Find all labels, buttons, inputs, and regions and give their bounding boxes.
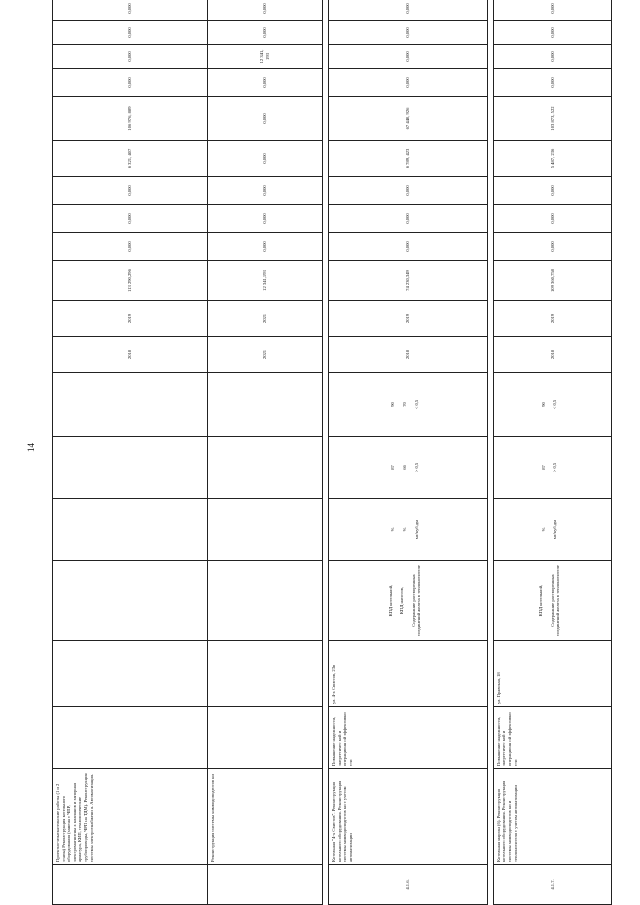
cost-v4-cell: 5 487, 236	[493, 141, 611, 177]
indicator-names-cell-item: КПД насосов,	[399, 586, 405, 615]
start-year-cell: 2021	[207, 337, 322, 373]
indicator-before-cell	[53, 437, 208, 499]
cost-total-cell: 12 341,193	[207, 261, 322, 301]
cost-v9-cell: 0,000	[328, 0, 487, 21]
cost-v7-cell: 12 341, 193	[207, 45, 322, 69]
indicator-units-cell-item: мг/куб.дм	[552, 519, 558, 540]
indicator-before-cell-item: > 0,5	[552, 462, 558, 473]
cost-v9-cell: 0,000	[53, 0, 208, 21]
project-purpose-cell	[207, 707, 322, 769]
cost-v3-cell: 0,000	[493, 177, 611, 205]
indicator-after-cell	[207, 373, 322, 437]
indicator-before-cell	[328, 437, 487, 499]
cost-v1-cell: 0,000	[328, 233, 487, 261]
indicator-after-cell-item: < 0,5	[552, 399, 558, 410]
indicator-before-cell-item: 87	[540, 465, 546, 470]
project-name-cell: Котельная "4-х Свистов". Реконструкция котельного оборудования. Реконструкция системы химводоподготов ки с учетом автоматизации	[328, 769, 487, 865]
table-row	[53, 0, 208, 905]
end-year-cell: 2021	[207, 301, 322, 337]
cost-v8-cell: 0,000	[53, 21, 208, 45]
project-name-cell: Проектно-изыскательские работы (1 и 2 этапы) Реконструкция котельного оборудования (замена с ЧПР, электромагнитны х клапанов и запорная арматура, КИП, технологические трубопроводы, ЧРП на ТДМ). Реконструкция системы электроснабжени я. Автоматизация.	[53, 769, 208, 865]
start-year-cell: 2018	[328, 337, 487, 373]
cost-v9-cell: 0,000	[493, 0, 611, 21]
indicator-after-cell	[493, 373, 611, 437]
cost-v2-cell: 0,000	[493, 205, 611, 233]
project-name-cell: Реконструкция системы химводоподготов ки	[207, 769, 322, 865]
indicator-names-cell	[493, 561, 611, 641]
project-address-cell: ул. Правская, 18	[493, 641, 611, 707]
project-purpose-cell	[53, 707, 208, 769]
cost-v8-cell: 0,000	[207, 21, 322, 45]
indicator-names-cell	[207, 561, 322, 641]
cost-v4-cell: 0,000	[207, 141, 322, 177]
cost-total-cell: 113 290,296	[53, 261, 208, 301]
indicator-after-cell-item: 70	[402, 402, 408, 407]
rotated-table-container	[52, 3, 612, 905]
cost-v3-cell: 0,000	[328, 177, 487, 205]
indicator-before-cell-item: 87	[390, 465, 396, 470]
cost-v2-cell: 0,000	[328, 205, 487, 233]
project-address-cell: ул. 4-х Свистов, 23в	[328, 641, 487, 707]
project-purpose-cell: Повышение надежности, энергетичес кой и операционн ой эффективно сти	[328, 707, 487, 769]
indicator-names-cell	[328, 561, 487, 641]
table-row	[207, 0, 322, 905]
indicator-units-cell-item: мг/куб.дм	[413, 519, 419, 540]
indicator-units-cell	[493, 499, 611, 561]
indicator-units-cell	[207, 499, 322, 561]
end-year-cell: 2019	[493, 301, 611, 337]
end-year-cell: 2019	[53, 301, 208, 337]
cost-v5-cell: 0,000	[207, 97, 322, 141]
indicator-names-cell-item: КПД котельной,	[537, 584, 543, 617]
indicator-units-cell	[328, 499, 487, 561]
indicator-before-cell	[207, 437, 322, 499]
indicator-units-cell	[53, 499, 208, 561]
cost-v2-cell: 0,000	[53, 205, 208, 233]
indicator-after-cell-item: 90	[540, 402, 546, 407]
cost-v1-cell: 0,000	[207, 233, 322, 261]
project-purpose-cell: Повышение надежности, энергетичес кой и операционн ой эффективно сти	[493, 707, 611, 769]
cost-v7-cell: 0,000	[493, 45, 611, 69]
cost-v5-cell: 103 873, 522	[493, 97, 611, 141]
table-row	[328, 0, 487, 905]
row-code-cell	[207, 865, 322, 905]
indicator-after-cell-item: 90	[390, 402, 396, 407]
indicator-units-cell-item: %	[390, 527, 396, 532]
cost-v2-cell: 0,000	[207, 205, 322, 233]
indicator-units-cell-item: %	[402, 527, 408, 532]
cost-v1-cell: 0,000	[53, 233, 208, 261]
investment-table	[52, 0, 612, 905]
cost-v4-cell: 6 789, 423	[328, 141, 487, 177]
cost-v6-cell: 0,000	[493, 69, 611, 97]
cost-v5-cell: 106 976, 889	[53, 97, 208, 141]
cost-v7-cell: 0,000	[53, 45, 208, 69]
project-address-cell	[207, 641, 322, 707]
indicator-before-cell-item: > 0,5	[413, 462, 419, 473]
indicator-after-cell-item: < 0,5	[413, 399, 419, 410]
cost-v7-cell: 0,000	[328, 45, 487, 69]
table-row	[493, 0, 611, 905]
cost-v5-cell: 67 440, 926	[328, 97, 487, 141]
indicator-names-cell-item: Содержание растворенных соединений железа в теплоносителе	[410, 565, 422, 636]
indicator-names-cell	[53, 561, 208, 641]
row-code-cell: 4.1.7.	[493, 865, 611, 905]
row-code-cell: 4.1.6.	[328, 865, 487, 905]
cost-v3-cell: 0,000	[207, 177, 322, 205]
cost-v4-cell: 6 321, 407	[53, 141, 208, 177]
page-number: 14	[26, 443, 36, 452]
indicator-before-cell-item: 66	[402, 465, 408, 470]
cost-total-cell: 109 360,758	[493, 261, 611, 301]
cost-v8-cell: 0,000	[328, 21, 487, 45]
cost-v8-cell: 0,000	[493, 21, 611, 45]
start-year-cell: 2018	[53, 337, 208, 373]
cost-total-cell: 74 230,349	[328, 261, 487, 301]
project-name-cell: Котельная марган (б). Реконструкция котельного оборудования. Реконструкция системы химводоподготов ки и теплоносителя с учетом автоматизации	[493, 769, 611, 865]
indicator-names-cell-item: Содержание растворенных соединений железа в теплоносителе	[549, 565, 561, 636]
cost-v6-cell: 0,000	[328, 69, 487, 97]
end-year-cell: 2019	[328, 301, 487, 337]
cost-v6-cell: 0,000	[207, 69, 322, 97]
indicator-names-cell-item: КПД котельной,	[387, 584, 393, 617]
cost-v9-cell: 0,000	[207, 0, 322, 21]
indicator-before-cell	[493, 437, 611, 499]
indicator-units-cell-item: %	[540, 527, 546, 532]
indicator-after-cell	[328, 373, 487, 437]
cost-v1-cell: 0,000	[493, 233, 611, 261]
cost-v6-cell: 0,000	[53, 69, 208, 97]
start-year-cell: 2018	[493, 337, 611, 373]
indicator-after-cell	[53, 373, 208, 437]
project-address-cell	[53, 641, 208, 707]
cost-v3-cell: 0,000	[53, 177, 208, 205]
row-code-cell	[53, 865, 208, 905]
